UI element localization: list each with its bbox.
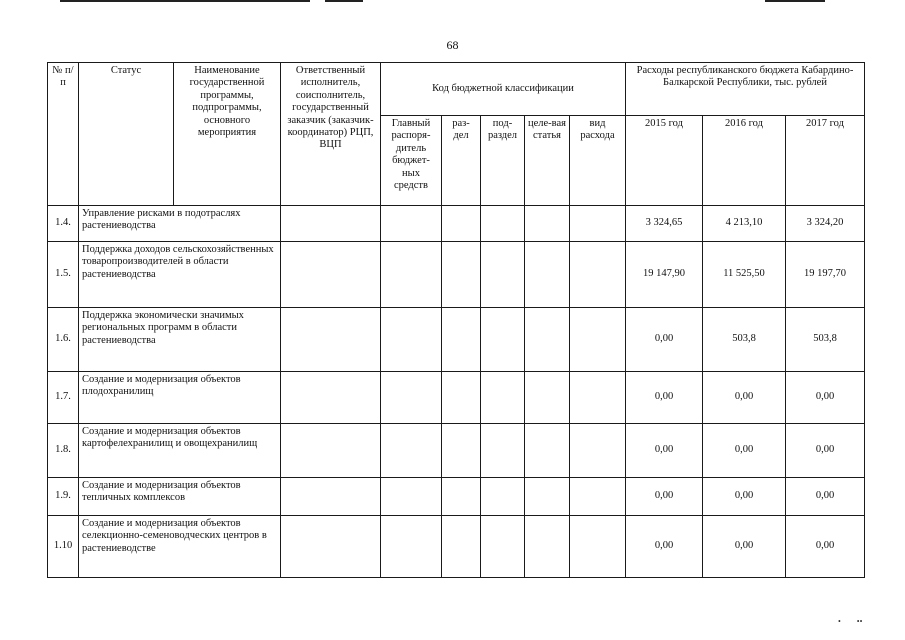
scan-top-marks <box>0 0 905 6</box>
budget-table <box>47 62 865 578</box>
row-section <box>442 372 481 424</box>
header-num: № п/п <box>48 63 79 206</box>
row-value-2015: 0,00 <box>626 478 703 516</box>
row-value-2016: 11 525,50 <box>703 242 786 308</box>
row-value-2017: 503,8 <box>786 308 865 372</box>
row-value-2015: 19 147,90 <box>626 242 703 308</box>
row-subsection <box>481 424 525 478</box>
row-subsection <box>481 206 525 242</box>
header-year-2015: 2015 год <box>626 116 703 206</box>
row-value-2016: 0,00 <box>703 372 786 424</box>
row-section <box>442 516 481 578</box>
row-section <box>442 242 481 308</box>
row-expense-type <box>570 242 626 308</box>
row-name: Поддержка доходов сельскохозяйственных товаропроизводителей в области растениеводства <box>79 242 281 308</box>
row-number: 1.10 <box>48 516 79 578</box>
row-main-manager <box>381 516 442 578</box>
row-subsection <box>481 516 525 578</box>
row-value-2016: 0,00 <box>703 516 786 578</box>
row-value-2016: 0,00 <box>703 478 786 516</box>
row-target-article <box>525 478 570 516</box>
row-main-manager <box>381 424 442 478</box>
row-responsible <box>281 516 381 578</box>
row-name: Управление рисками в подотраслях растениеводства <box>79 206 281 242</box>
row-main-manager <box>381 206 442 242</box>
row-target-article <box>525 424 570 478</box>
header-expenses: Расходы республиканского бюджета Кабардино-Балкарской Республики, тыс. рублей <box>626 63 865 116</box>
header-expense-type: вид расхода <box>570 116 626 206</box>
row-section <box>442 206 481 242</box>
row-responsible <box>281 206 381 242</box>
row-responsible <box>281 372 381 424</box>
row-value-2017: 0,00 <box>786 478 865 516</box>
row-value-2015: 0,00 <box>626 308 703 372</box>
row-main-manager <box>381 308 442 372</box>
row-number: 1.6. <box>48 308 79 372</box>
row-value-2017: 0,00 <box>786 372 865 424</box>
row-number: 1.7. <box>48 372 79 424</box>
row-section <box>442 308 481 372</box>
row-subsection <box>481 478 525 516</box>
row-main-manager <box>381 242 442 308</box>
row-value-2017: 3 324,20 <box>786 206 865 242</box>
header-section: раз-дел <box>442 116 481 206</box>
row-value-2017: 0,00 <box>786 424 865 478</box>
table-row <box>48 478 865 516</box>
row-value-2016: 0,00 <box>703 424 786 478</box>
row-expense-type <box>570 206 626 242</box>
table-row <box>48 372 865 424</box>
row-name: Создание и модернизация объектов картофелехранилищ и овощехранилищ <box>79 424 281 478</box>
header-subsection: под-раздел <box>481 116 525 206</box>
header-main-manager: Главный распоря-дитель бюджет-ных средств <box>381 116 442 206</box>
row-section <box>442 478 481 516</box>
row-value-2016: 4 213,10 <box>703 206 786 242</box>
row-target-article <box>525 308 570 372</box>
row-target-article <box>525 516 570 578</box>
header-budget-code: Код бюджетной классификации <box>381 63 626 116</box>
row-name: Создание и модернизация объектов тепличных комплексов <box>79 478 281 516</box>
row-responsible <box>281 478 381 516</box>
header-program-name: Наименование государственной программы, подпрограммы, основного мероприятия <box>174 63 281 206</box>
row-section <box>442 424 481 478</box>
header-responsible: Ответственный исполнитель, соисполнитель, государственный заказчик (заказчик-координатор) РЦП, ВЦП <box>281 63 381 206</box>
header-year-2016: 2016 год <box>703 116 786 206</box>
row-expense-type <box>570 516 626 578</box>
row-responsible <box>281 424 381 478</box>
row-value-2015: 3 324,65 <box>626 206 703 242</box>
table-row <box>48 242 865 308</box>
row-subsection <box>481 372 525 424</box>
row-main-manager <box>381 372 442 424</box>
row-name: Создание и модернизация объектов селекционно-семеноводческих центров в растениеводстве <box>79 516 281 578</box>
row-value-2015: 0,00 <box>626 516 703 578</box>
row-number: 1.8. <box>48 424 79 478</box>
table-row <box>48 424 865 478</box>
table-row <box>48 206 865 242</box>
row-expense-type <box>570 478 626 516</box>
row-name: Поддержка экономически значимых региональных программ в области растениеводства <box>79 308 281 372</box>
header-row-top <box>48 63 865 116</box>
row-name: Создание и модернизация объектов плодохранилищ <box>79 372 281 424</box>
row-subsection <box>481 308 525 372</box>
row-number: 1.5. <box>48 242 79 308</box>
row-subsection <box>481 242 525 308</box>
header-status: Статус <box>79 63 174 206</box>
row-value-2017: 0,00 <box>786 516 865 578</box>
row-responsible <box>281 308 381 372</box>
row-value-2015: 0,00 <box>626 424 703 478</box>
row-expense-type <box>570 372 626 424</box>
row-expense-type <box>570 424 626 478</box>
row-target-article <box>525 206 570 242</box>
table-row <box>48 308 865 372</box>
row-number: 1.4. <box>48 206 79 242</box>
row-value-2016: 503,8 <box>703 308 786 372</box>
row-target-article <box>525 372 570 424</box>
header-year-2017: 2017 год <box>786 116 865 206</box>
header-target-article: целе-вая статья <box>525 116 570 206</box>
row-value-2015: 0,00 <box>626 372 703 424</box>
page-number: 68 <box>446 38 459 52</box>
row-value-2017: 19 197,70 <box>786 242 865 308</box>
row-expense-type <box>570 308 626 372</box>
table-row <box>48 516 865 578</box>
row-number: 1.9. <box>48 478 79 516</box>
row-target-article <box>525 242 570 308</box>
row-responsible <box>281 242 381 308</box>
scan-artifact-dots: • •• <box>838 617 863 626</box>
row-main-manager <box>381 478 442 516</box>
